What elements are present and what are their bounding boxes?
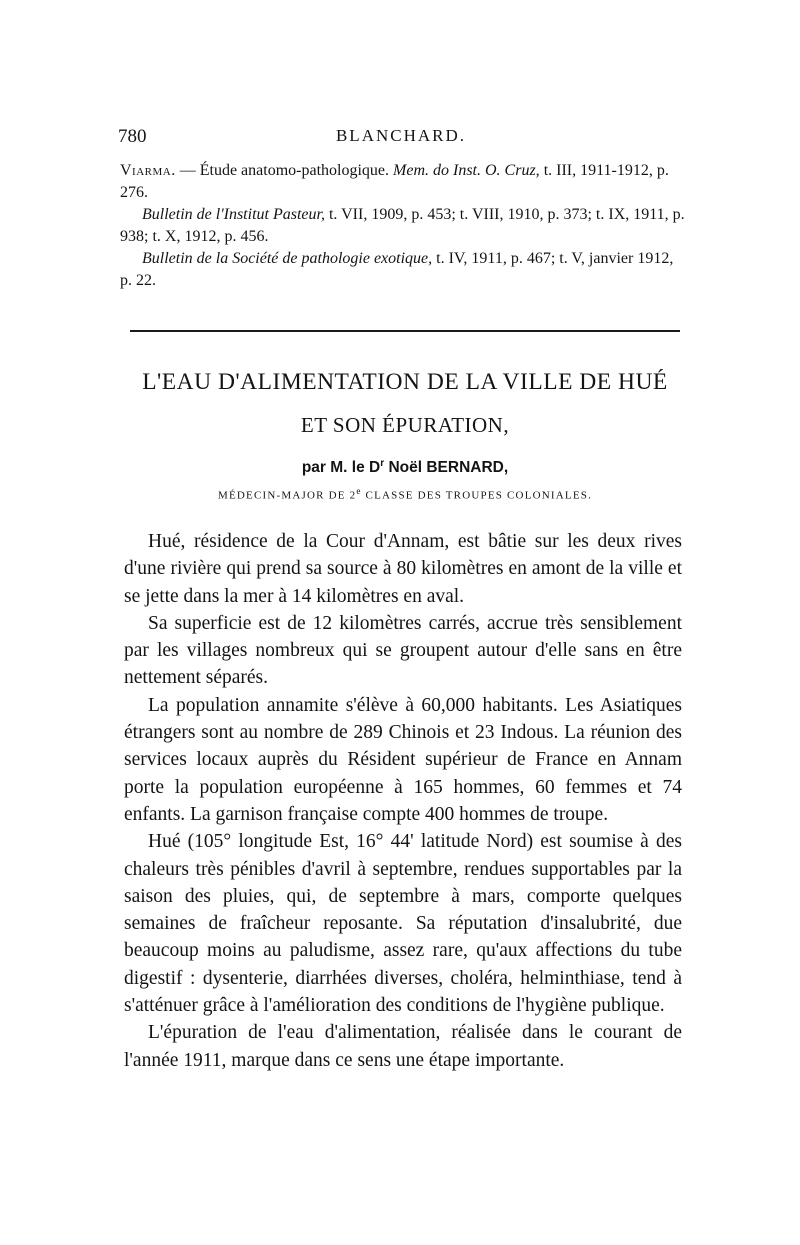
reference-author: Viarma. (120, 162, 176, 179)
reference-item (120, 204, 686, 248)
author-affiliation (110, 486, 700, 502)
article-author (110, 458, 700, 477)
section-divider (130, 330, 680, 332)
reference-text: — Étude anatomo-pathologique. (175, 162, 394, 179)
author-name: Noël BERNARD, (384, 459, 509, 477)
affiliation-suffix: CLASSE DES TROUPES COLONIALES. (361, 489, 593, 502)
author-prefix: par M. le D (301, 459, 381, 477)
running-head (118, 126, 684, 152)
reference-tail: t. III, 1911-1912, p. 276. (120, 162, 669, 201)
running-title: BLANCHARD. (335, 126, 467, 145)
affiliation-superscript: e (356, 486, 362, 496)
article-title-line1: L'EAU D'ALIMENTATION DE LA VILLE DE HUÉ (142, 369, 668, 395)
reference-item (120, 248, 686, 292)
reference-journal: Mem. do Inst. O. Cruz, (393, 162, 540, 179)
author-title-superscript: r (380, 458, 385, 469)
references-block (120, 160, 686, 292)
affiliation-prefix: MÉDECIN-MAJOR DE 2 (217, 489, 357, 502)
article-body (124, 528, 682, 1074)
page-number: 780 (118, 126, 147, 147)
reference-journal: Bulletin de l'Institut Pasteur, (142, 206, 325, 223)
paragraph: Hué, résidence de la Cour d'Annam, est bâtie sur les deux rives d'une rivière qui prend sa source à 80 kilomètres en amont de la ville et se jette dans la mer à 14 kilomètres en aval. (124, 531, 682, 607)
paragraph: La population annamite s'élève à 60,000 habitants. Les Asiatiques étrangers sont au nombre de 289 Chinois et 23 Indous. La réunion des services locaux auprès du Résident supérieur de France en Annam porte la population européenne à 165 hommes, 60 femmes et 74 enfants. La garnison française compte 400 hommes de troupe. (124, 694, 682, 825)
article-title-line2: ET SON ÉPURATION, (300, 413, 510, 437)
paragraph: Sa superficie est de 12 kilomètres carrés, accrue très sensiblement par les villages nombreux qui se groupent autour d'elle sans en être nettement séparés. (124, 612, 682, 689)
reference-tail: t. VII, 1909, p. 453; t. VIII, 1910, p. 373; t. IX, 1911, p. 938; t. X, 1912, p. 456. (120, 206, 685, 245)
paragraph: L'épuration de l'eau d'alimentation, réalisée dans le courant de l'année 1911, marque dans ce sens une étape importante. (124, 1022, 682, 1071)
reference-tail: t. IV, 1911, p. 467; t. V, janvier 1912, p. 22. (120, 250, 674, 289)
paragraph: Hué (105° longitude Est, 16° 44' latitude Nord) est soumise à des chaleurs très pénibles d'avril à septembre, rendues supportables par la saison des pluies, qui, de septembre à mars, comporte quelques semaines de fraîcheur reposante. Sa réputation d'insalubrité, due beaucoup moins au paludisme, assez rare, qu'aux affections du tube digestif : dysenterie, diarrhées diverses, choléra, helminthiase, tend à s'atténuer grâce à l'amélioration des conditions de l'hygiène publique. (124, 831, 682, 1017)
reference-item (120, 160, 686, 204)
reference-journal: Bulletin de la Société de pathologie exotique, (142, 250, 433, 267)
